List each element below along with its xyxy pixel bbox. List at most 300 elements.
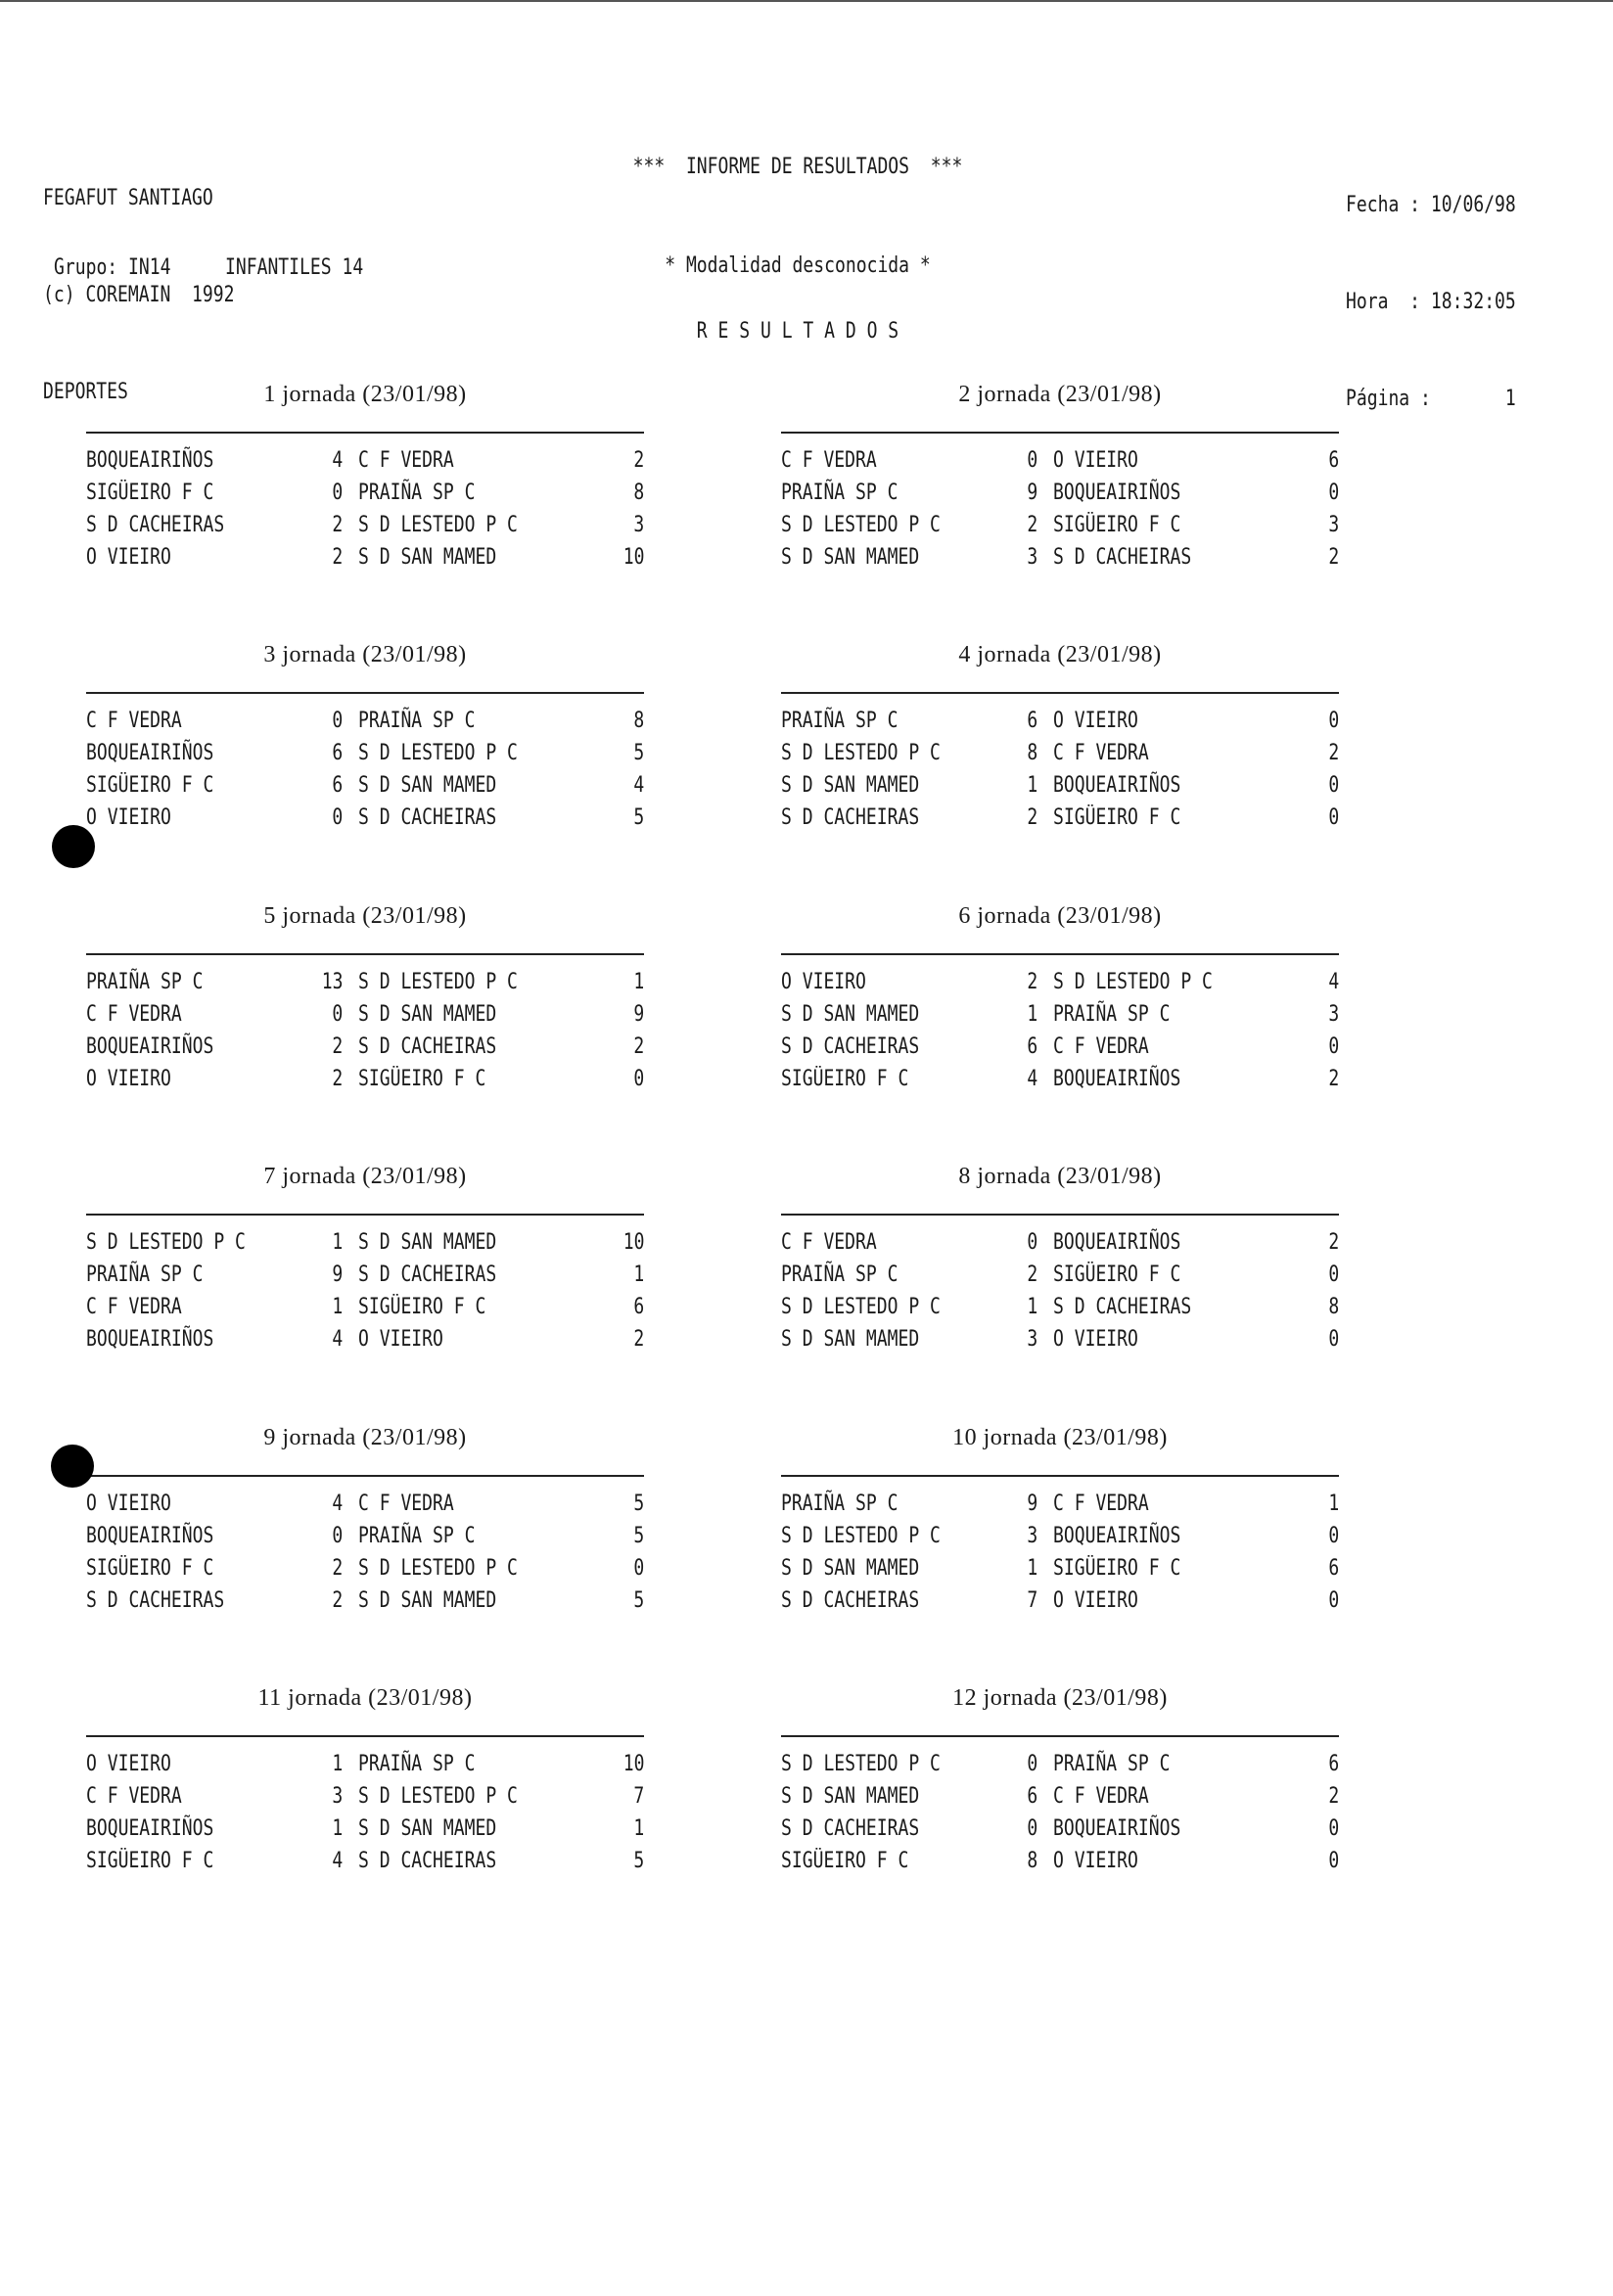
away-score: 9: [633, 1002, 644, 1027]
away-team: O VIEIRO: [1053, 709, 1138, 733]
match-row: [86, 741, 644, 773]
home-team: C F VEDRA: [86, 709, 182, 733]
away-score: 4: [633, 773, 644, 798]
home-team: S D CACHEIRAS: [781, 1034, 920, 1059]
away-score: 2: [1328, 1230, 1339, 1255]
match-list: [86, 1752, 644, 1881]
match-list: [86, 970, 644, 1099]
away-score: 0: [1328, 1327, 1339, 1352]
home-score: 2: [1027, 1263, 1037, 1287]
home-team: O VIEIRO: [86, 1492, 171, 1516]
match-row: [86, 513, 644, 545]
away-team: PRAIÑA SP C: [1053, 1002, 1171, 1027]
home-team: S D LESTEDO P C: [781, 1752, 941, 1776]
punch-hole: [52, 825, 95, 868]
away-team: S D CACHEIRAS: [1053, 545, 1192, 570]
home-team: S D CACHEIRAS: [86, 1588, 225, 1613]
match-list: [781, 1230, 1339, 1359]
home-score: 4: [332, 1492, 343, 1516]
report-time: Hora : 18:32:05: [1346, 290, 1516, 314]
match-row: [86, 709, 644, 741]
home-team: S D CACHEIRAS: [781, 1588, 920, 1613]
away-score: 8: [633, 481, 644, 505]
away-team: C F VEDRA: [358, 448, 454, 473]
home-score: 2: [332, 1588, 343, 1613]
home-score: 2: [1027, 805, 1037, 830]
home-score: 3: [1027, 1327, 1037, 1352]
home-score: 3: [1027, 1524, 1037, 1548]
home-team: BOQUEAIRIÑOS: [86, 1524, 214, 1548]
away-team: S D SAN MAMED: [358, 1002, 497, 1027]
match-list: [781, 1752, 1339, 1881]
home-team: S D SAN MAMED: [781, 1327, 920, 1352]
match-list: [781, 448, 1339, 577]
away-score: 5: [633, 1492, 644, 1516]
home-score: 0: [332, 709, 343, 733]
home-score: 3: [1027, 545, 1037, 570]
jornada-rule: [86, 692, 644, 694]
home-score: 9: [332, 1263, 343, 1287]
match-list: [781, 1492, 1339, 1621]
home-score: 6: [1027, 709, 1037, 733]
home-score: 0: [332, 481, 343, 505]
home-score: 0: [1027, 1752, 1037, 1776]
home-team: O VIEIRO: [781, 970, 866, 994]
jornada-block: [781, 1164, 1339, 1394]
home-score: 6: [1027, 1784, 1037, 1809]
match-row: [86, 1784, 644, 1816]
away-score: 5: [633, 1524, 644, 1548]
away-team: O VIEIRO: [1053, 1327, 1138, 1352]
away-score: 5: [633, 741, 644, 765]
away-team: O VIEIRO: [358, 1327, 443, 1352]
match-row: [86, 1524, 644, 1556]
away-team: S D CACHEIRAS: [358, 1263, 497, 1287]
away-score: 7: [633, 1784, 644, 1809]
away-score: 5: [633, 1588, 644, 1613]
away-team: PRAIÑA SP C: [358, 1752, 476, 1776]
home-team: BOQUEAIRIÑOS: [86, 448, 214, 473]
home-team: BOQUEAIRIÑOS: [86, 1034, 214, 1059]
away-score: 3: [633, 513, 644, 537]
match-list: [86, 448, 644, 577]
jornada-title: 2 jornada (23/01/98): [958, 382, 1162, 407]
match-row: [781, 513, 1339, 545]
home-team: S D CACHEIRAS: [86, 513, 225, 537]
home-score: 0: [332, 1002, 343, 1027]
away-team: S D LESTEDO P C: [358, 513, 518, 537]
away-score: 2: [633, 1327, 644, 1352]
home-score: 1: [1027, 1556, 1037, 1581]
punch-hole: [51, 1445, 94, 1488]
match-row: [86, 1263, 644, 1295]
home-score: 1: [1027, 1002, 1037, 1027]
match-row: [86, 1556, 644, 1588]
jornada-title: 3 jornada (23/01/98): [263, 642, 467, 667]
match-list: [86, 1492, 644, 1621]
home-score: 0: [1027, 448, 1037, 473]
home-team: S D SAN MAMED: [781, 773, 920, 798]
match-row: [86, 1295, 644, 1327]
away-team: S D CACHEIRAS: [1053, 1295, 1192, 1319]
away-team: PRAIÑA SP C: [358, 709, 476, 733]
away-score: 6: [1328, 1752, 1339, 1776]
away-team: SIGÜEIRO F C: [1053, 513, 1181, 537]
home-score: 2: [332, 513, 343, 537]
away-score: 1: [1328, 1492, 1339, 1516]
jornada-title: 12 jornada (23/01/98): [952, 1685, 1168, 1711]
match-row: [86, 1816, 644, 1849]
jornada-rule: [781, 692, 1339, 694]
home-team: PRAIÑA SP C: [86, 1263, 204, 1287]
away-team: S D LESTEDO P C: [358, 1784, 518, 1809]
away-team: BOQUEAIRIÑOS: [1053, 481, 1181, 505]
match-row: [781, 1588, 1339, 1621]
home-team: C F VEDRA: [86, 1784, 182, 1809]
away-team: PRAIÑA SP C: [1053, 1752, 1171, 1776]
away-team: S D CACHEIRAS: [358, 1849, 497, 1873]
match-row: [86, 481, 644, 513]
home-team: PRAIÑA SP C: [781, 1492, 899, 1516]
home-team: SIGÜEIRO F C: [781, 1849, 909, 1873]
away-score: 0: [1328, 481, 1339, 505]
away-score: 2: [1328, 741, 1339, 765]
away-score: 8: [633, 709, 644, 733]
jornada-block: [781, 382, 1339, 612]
report-meta: [1346, 124, 1516, 447]
match-row: [781, 1784, 1339, 1816]
match-row: [86, 1327, 644, 1359]
match-row: [86, 1067, 644, 1099]
jornada-block: [86, 1164, 644, 1394]
away-score: 0: [633, 1067, 644, 1091]
away-team: O VIEIRO: [1053, 448, 1138, 473]
home-team: O VIEIRO: [86, 545, 171, 570]
home-score: 0: [1027, 1230, 1037, 1255]
away-team: S D CACHEIRAS: [358, 1034, 497, 1059]
away-score: 8: [1328, 1295, 1339, 1319]
home-team: C F VEDRA: [86, 1002, 182, 1027]
match-row: [781, 1002, 1339, 1034]
match-row: [781, 709, 1339, 741]
match-row: [781, 773, 1339, 805]
away-score: 2: [1328, 1784, 1339, 1809]
away-score: 0: [1328, 709, 1339, 733]
match-row: [86, 1588, 644, 1621]
jornada-rule: [781, 1214, 1339, 1216]
away-score: 0: [1328, 1816, 1339, 1841]
home-team: C F VEDRA: [781, 448, 877, 473]
jornada-title: 9 jornada (23/01/98): [263, 1425, 467, 1450]
home-score: 8: [1027, 1849, 1037, 1873]
away-team: C F VEDRA: [1053, 1784, 1149, 1809]
match-row: [86, 1002, 644, 1034]
home-team: O VIEIRO: [86, 805, 171, 830]
group-name: INFANTILES 14: [225, 255, 364, 280]
match-row: [781, 448, 1339, 481]
away-team: SIGÜEIRO F C: [1053, 805, 1181, 830]
report-page: Página : 1: [1346, 387, 1516, 411]
home-team: S D SAN MAMED: [781, 545, 920, 570]
away-team: C F VEDRA: [1053, 741, 1149, 765]
away-team: C F VEDRA: [1053, 1034, 1149, 1059]
home-score: 2: [1027, 513, 1037, 537]
away-team: BOQUEAIRIÑOS: [1053, 1067, 1181, 1091]
match-row: [781, 970, 1339, 1002]
match-row: [781, 1067, 1339, 1099]
away-score: 0: [1328, 1263, 1339, 1287]
jornada-title: 11 jornada (23/01/98): [257, 1685, 473, 1711]
home-score: 6: [332, 773, 343, 798]
home-score: 2: [1027, 970, 1037, 994]
away-team: S D SAN MAMED: [358, 545, 497, 570]
home-score: 0: [332, 805, 343, 830]
match-row: [86, 1849, 644, 1881]
away-score: 0: [633, 1556, 644, 1581]
away-score: 2: [633, 448, 644, 473]
match-row: [781, 1034, 1339, 1067]
jornada-title: 6 jornada (23/01/98): [958, 903, 1162, 929]
match-row: [86, 545, 644, 577]
away-team: S D SAN MAMED: [358, 1816, 497, 1841]
group-code: Grupo: IN14: [54, 255, 171, 280]
home-score: 13: [321, 970, 343, 994]
jornada-rule: [781, 1735, 1339, 1737]
match-list: [781, 970, 1339, 1099]
match-row: [781, 1295, 1339, 1327]
away-score: 2: [1328, 545, 1339, 570]
match-row: [781, 1556, 1339, 1588]
home-score: 3: [332, 1784, 343, 1809]
jornada-block: [86, 1685, 644, 1915]
away-score: 2: [633, 1034, 644, 1059]
match-row: [781, 1816, 1339, 1849]
away-score: 6: [1328, 1556, 1339, 1581]
home-team: SIGÜEIRO F C: [86, 1556, 214, 1581]
away-team: S D CACHEIRAS: [358, 805, 497, 830]
jornada-rule: [86, 1214, 644, 1216]
home-team: SIGÜEIRO F C: [86, 1849, 214, 1873]
jornada-block: [781, 642, 1339, 872]
home-team: S D SAN MAMED: [781, 1784, 920, 1809]
home-score: 1: [332, 1816, 343, 1841]
home-team: O VIEIRO: [86, 1752, 171, 1776]
away-team: S D SAN MAMED: [358, 1588, 497, 1613]
match-row: [781, 545, 1339, 577]
jornada-block: [781, 1685, 1339, 1915]
jornada-rule: [86, 1735, 644, 1737]
home-team: PRAIÑA SP C: [781, 1263, 899, 1287]
home-score: 1: [1027, 1295, 1037, 1319]
report-date: Fecha : 10/06/98: [1346, 193, 1516, 217]
home-score: 2: [332, 545, 343, 570]
home-score: 7: [1027, 1588, 1037, 1613]
home-team: S D SAN MAMED: [781, 1002, 920, 1027]
match-list: [86, 1230, 644, 1359]
away-team: SIGÜEIRO F C: [358, 1295, 486, 1319]
home-team: PRAIÑA SP C: [781, 481, 899, 505]
section-title: R E S U L T A D O S: [696, 319, 899, 344]
away-score: 6: [633, 1295, 644, 1319]
home-score: 0: [1027, 1816, 1037, 1841]
jornada-title: 4 jornada (23/01/98): [958, 642, 1162, 667]
home-team: SIGÜEIRO F C: [86, 773, 214, 798]
home-score: 6: [332, 741, 343, 765]
away-team: BOQUEAIRIÑOS: [1053, 1230, 1181, 1255]
match-row: [86, 773, 644, 805]
away-team: S D LESTEDO P C: [1053, 970, 1213, 994]
home-score: 4: [1027, 1067, 1037, 1091]
home-team: BOQUEAIRIÑOS: [86, 1327, 214, 1352]
match-row: [86, 805, 644, 838]
home-score: 9: [1027, 1492, 1037, 1516]
home-team: S D LESTEDO P C: [781, 741, 941, 765]
away-team: SIGÜEIRO F C: [1053, 1556, 1181, 1581]
away-score: 2: [1328, 1067, 1339, 1091]
match-row: [781, 1263, 1339, 1295]
match-row: [781, 1524, 1339, 1556]
match-row: [86, 1034, 644, 1067]
home-team: SIGÜEIRO F C: [781, 1067, 909, 1091]
match-row: [781, 1752, 1339, 1784]
jornada-block: [86, 903, 644, 1133]
away-score: 5: [633, 805, 644, 830]
match-list: [86, 709, 644, 838]
away-team: C F VEDRA: [358, 1492, 454, 1516]
group-modality: * Modalidad desconocida *: [665, 253, 931, 278]
jornada-title: 7 jornada (23/01/98): [263, 1164, 467, 1189]
away-score: 1: [633, 970, 644, 994]
home-score: 2: [332, 1067, 343, 1091]
away-team: BOQUEAIRIÑOS: [1053, 1524, 1181, 1548]
away-team: S D LESTEDO P C: [358, 741, 518, 765]
home-team: C F VEDRA: [86, 1295, 182, 1319]
jornada-title: 5 jornada (23/01/98): [263, 903, 467, 929]
match-row: [86, 1230, 644, 1263]
away-team: O VIEIRO: [1053, 1588, 1138, 1613]
jornada-rule: [86, 953, 644, 955]
away-score: 3: [1328, 513, 1339, 537]
jornada-rule: [781, 1475, 1339, 1477]
home-team: C F VEDRA: [781, 1230, 877, 1255]
page-top-edge: [0, 0, 1613, 2]
away-score: 10: [622, 1752, 644, 1776]
away-team: S D SAN MAMED: [358, 1230, 497, 1255]
match-row: [781, 1327, 1339, 1359]
home-score: 2: [332, 1556, 343, 1581]
home-team: PRAIÑA SP C: [86, 970, 204, 994]
match-row: [86, 1492, 644, 1524]
org-name: FEGAFUT SANTIAGO: [43, 186, 213, 210]
away-score: 10: [622, 1230, 644, 1255]
jornada-rule: [86, 1475, 644, 1477]
match-row: [86, 970, 644, 1002]
away-score: 0: [1328, 805, 1339, 830]
home-team: S D LESTEDO P C: [781, 1295, 941, 1319]
home-team: PRAIÑA SP C: [781, 709, 899, 733]
away-score: 0: [1328, 1524, 1339, 1548]
home-score: 2: [332, 1034, 343, 1059]
home-score: 1: [332, 1295, 343, 1319]
match-row: [781, 1230, 1339, 1263]
away-score: 4: [1328, 970, 1339, 994]
jornada-block: [86, 382, 644, 612]
home-score: 4: [332, 448, 343, 473]
home-team: S D CACHEIRAS: [781, 805, 920, 830]
away-team: PRAIÑA SP C: [358, 481, 476, 505]
home-score: 1: [1027, 773, 1037, 798]
away-score: 0: [1328, 1588, 1339, 1613]
jornada-rule: [781, 432, 1339, 434]
home-score: 8: [1027, 741, 1037, 765]
jornada-block: [781, 903, 1339, 1133]
match-row: [781, 481, 1339, 513]
org-department: DEPORTES: [43, 380, 128, 404]
home-team: S D SAN MAMED: [781, 1556, 920, 1581]
away-team: SIGÜEIRO F C: [358, 1067, 486, 1091]
home-score: 1: [332, 1752, 343, 1776]
away-team: PRAIÑA SP C: [358, 1524, 476, 1548]
jornada-block: [86, 1425, 644, 1655]
away-score: 0: [1328, 1034, 1339, 1059]
away-team: BOQUEAIRIÑOS: [1053, 773, 1181, 798]
home-team: BOQUEAIRIÑOS: [86, 741, 214, 765]
match-row: [781, 805, 1339, 838]
home-score: 0: [332, 1524, 343, 1548]
away-score: 0: [1328, 773, 1339, 798]
home-team: S D LESTEDO P C: [781, 513, 941, 537]
home-score: 6: [1027, 1034, 1037, 1059]
report-title: *** INFORME DE RESULTADOS ***: [632, 155, 963, 179]
away-score: 6: [1328, 448, 1339, 473]
away-team: C F VEDRA: [1053, 1492, 1149, 1516]
match-list: [781, 709, 1339, 838]
away-score: 1: [633, 1263, 644, 1287]
match-row: [781, 1849, 1339, 1881]
away-score: 10: [622, 545, 644, 570]
jornada-rule: [781, 953, 1339, 955]
home-score: 1: [332, 1230, 343, 1255]
jornada-title: 10 jornada (23/01/98): [952, 1425, 1168, 1450]
jornada-rule: [86, 432, 644, 434]
home-score: 4: [332, 1327, 343, 1352]
away-score: 3: [1328, 1002, 1339, 1027]
home-team: SIGÜEIRO F C: [86, 481, 214, 505]
match-row: [781, 1492, 1339, 1524]
org-copyright: (c) COREMAIN 1992: [43, 283, 235, 307]
away-team: S D SAN MAMED: [358, 773, 497, 798]
home-team: S D LESTEDO P C: [86, 1230, 246, 1255]
home-team: S D LESTEDO P C: [781, 1524, 941, 1548]
match-row: [86, 448, 644, 481]
home-team: BOQUEAIRIÑOS: [86, 1816, 214, 1841]
match-row: [781, 741, 1339, 773]
jornada-block: [781, 1425, 1339, 1655]
away-team: S D LESTEDO P C: [358, 1556, 518, 1581]
match-row: [86, 1752, 644, 1784]
jornada-title: 8 jornada (23/01/98): [958, 1164, 1162, 1189]
away-team: BOQUEAIRIÑOS: [1053, 1816, 1181, 1841]
away-score: 1: [633, 1816, 644, 1841]
jornada-block: [86, 642, 644, 872]
jornada-title: 1 jornada (23/01/98): [263, 382, 467, 407]
home-team: S D CACHEIRAS: [781, 1816, 920, 1841]
away-team: O VIEIRO: [1053, 1849, 1138, 1873]
away-team: S D LESTEDO P C: [358, 970, 518, 994]
home-team: O VIEIRO: [86, 1067, 171, 1091]
away-score: 0: [1328, 1849, 1339, 1873]
away-score: 5: [633, 1849, 644, 1873]
